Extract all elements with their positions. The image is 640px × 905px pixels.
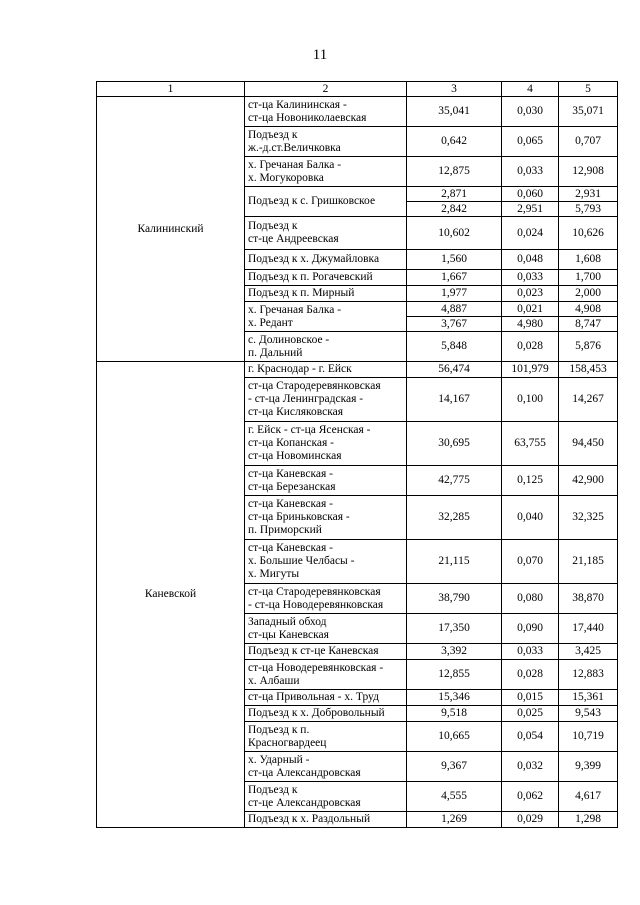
roads-table	[96, 81, 618, 828]
value-cell-part: 2,871	[407, 187, 501, 202]
column-header: 4	[502, 82, 559, 97]
table-row	[97, 97, 618, 127]
value-cell: 0,015	[502, 690, 559, 706]
road-name: ст-ца Каневская - ст-ца Бриньковская - п. Приморский	[245, 496, 407, 540]
value-cell-part: 2,842	[441, 203, 467, 215]
value-cell: 4,555	[407, 782, 502, 812]
value-cell: 94,450	[559, 422, 618, 466]
value-cell: 4,617	[559, 782, 618, 812]
value-cell: 1,560	[407, 250, 502, 270]
road-name: Подъезд к п. Мирный	[245, 286, 407, 302]
value-cell: 0,707	[559, 127, 618, 157]
value-cell-part: 3,767	[441, 318, 467, 330]
value-cell: 10,719	[559, 722, 618, 752]
value-cell: 9,543	[559, 706, 618, 722]
table-header-row	[97, 82, 618, 97]
value-cell: 2,000	[559, 286, 618, 302]
road-name: Подъезд к ст-це Андреевская	[245, 217, 407, 250]
value-cell: 0,054	[502, 722, 559, 752]
table-row	[97, 362, 618, 378]
value-cell: 42,900	[559, 466, 618, 496]
road-name: ст-ца Калининская - ст-ца Новониколаевская	[245, 97, 407, 127]
value-cell: 5,876	[559, 332, 618, 362]
value-cell: 56,474	[407, 362, 502, 378]
value-cell-part: 2,951	[517, 203, 543, 215]
value-cell: 35,071	[559, 97, 618, 127]
district-name: Каневской	[97, 362, 245, 828]
value-cell: 30,695	[407, 422, 502, 466]
value-cell-split	[559, 302, 618, 332]
value-cell-split	[407, 187, 502, 217]
road-name: ст-ца Новодеревянковская - х. Албаши	[245, 660, 407, 690]
value-cell: 0,025	[502, 706, 559, 722]
value-cell: 9,367	[407, 752, 502, 782]
column-header: 5	[559, 82, 618, 97]
value-cell: 10,602	[407, 217, 502, 250]
value-cell: 0,032	[502, 752, 559, 782]
road-name: Подъезд к х. Добровольный	[245, 706, 407, 722]
value-cell: 38,790	[407, 584, 502, 614]
value-cell: 3,425	[559, 644, 618, 660]
value-cell: 101,979	[502, 362, 559, 378]
value-cell: 0,028	[502, 332, 559, 362]
value-cell: 15,361	[559, 690, 618, 706]
road-name: Подъезд к п. Красногвардеец	[245, 722, 407, 752]
value-cell-part: 4,887	[407, 302, 501, 317]
road-name: Подъезд к с. Гришковское	[245, 187, 407, 217]
road-name: ст-ца Каневская - х. Большие Челбасы - х. Мигуты	[245, 540, 407, 584]
value-cell: 1,667	[407, 270, 502, 286]
value-cell: 0,033	[502, 644, 559, 660]
value-cell: 0,033	[502, 157, 559, 187]
value-cell: 10,665	[407, 722, 502, 752]
value-cell: 15,346	[407, 690, 502, 706]
value-cell: 1,608	[559, 250, 618, 270]
value-cell: 158,453	[559, 362, 618, 378]
value-cell: 0,100	[502, 378, 559, 422]
value-cell: 0,028	[502, 660, 559, 690]
value-cell: 0,062	[502, 782, 559, 812]
road-name: х. Ударный - ст-ца Александровская	[245, 752, 407, 782]
value-cell: 42,775	[407, 466, 502, 496]
road-name: Подъезд к х. Джумайловка	[245, 250, 407, 270]
road-name: х. Гречаная Балка - х. Редант	[245, 302, 407, 332]
value-cell: 14,167	[407, 378, 502, 422]
value-cell: 12,908	[559, 157, 618, 187]
road-name: Подъезд к п. Рогачевский	[245, 270, 407, 286]
column-header: 1	[97, 82, 245, 97]
road-name: Подъезд к ж.-д.ст.Величковка	[245, 127, 407, 157]
value-cell: 0,070	[502, 540, 559, 584]
value-cell: 0,080	[502, 584, 559, 614]
value-cell: 21,185	[559, 540, 618, 584]
road-name: Западный обход ст-цы Каневская	[245, 614, 407, 644]
road-name: с. Долиновское - п. Дальний	[245, 332, 407, 362]
value-cell: 0,023	[502, 286, 559, 302]
column-header: 2	[245, 82, 407, 97]
road-name: ст-ца Привольная - х. Труд	[245, 690, 407, 706]
value-cell: 0,048	[502, 250, 559, 270]
value-cell: 12,883	[559, 660, 618, 690]
value-cell-part: 8,747	[575, 318, 601, 330]
value-cell: 32,325	[559, 496, 618, 540]
value-cell: 21,115	[407, 540, 502, 584]
value-cell: 12,875	[407, 157, 502, 187]
value-cell: 32,285	[407, 496, 502, 540]
road-name: Подъезд к х. Раздольный	[245, 812, 407, 828]
value-cell-part: 5,793	[575, 203, 601, 215]
value-cell-split	[502, 187, 559, 217]
value-cell-part: 0,021	[502, 302, 558, 317]
value-cell: 1,977	[407, 286, 502, 302]
value-cell-part: 2,931	[559, 187, 617, 202]
value-cell: 9,518	[407, 706, 502, 722]
value-cell: 1,269	[407, 812, 502, 828]
value-cell-split	[407, 302, 502, 332]
value-cell-part: 4,980	[517, 318, 543, 330]
page-number: 11	[312, 47, 328, 63]
value-cell: 9,399	[559, 752, 618, 782]
value-cell: 0,040	[502, 496, 559, 540]
value-cell: 63,755	[502, 422, 559, 466]
value-cell: 14,267	[559, 378, 618, 422]
road-name: Подъезд к ст-це Александровская	[245, 782, 407, 812]
road-name: г. Краснодар - г. Ейск	[245, 362, 407, 378]
value-cell: 5,848	[407, 332, 502, 362]
value-cell: 0,090	[502, 614, 559, 644]
road-name: ст-ца Каневская - ст-ца Березанская	[245, 466, 407, 496]
value-cell: 0,642	[407, 127, 502, 157]
value-cell: 0,065	[502, 127, 559, 157]
road-name: Подъезд к ст-це Каневская	[245, 644, 407, 660]
value-cell: 3,392	[407, 644, 502, 660]
value-cell: 0,024	[502, 217, 559, 250]
value-cell: 0,029	[502, 812, 559, 828]
value-cell: 10,626	[559, 217, 618, 250]
road-name: ст-ца Стародеревянковская - ст-ца Новодеревянковская	[245, 584, 407, 614]
value-cell: 0,125	[502, 466, 559, 496]
value-cell: 17,350	[407, 614, 502, 644]
value-cell-split	[502, 302, 559, 332]
value-cell: 0,033	[502, 270, 559, 286]
value-cell: 38,870	[559, 584, 618, 614]
district-name: Калининский	[97, 97, 245, 362]
column-header: 3	[407, 82, 502, 97]
value-cell: 35,041	[407, 97, 502, 127]
value-cell-part: 0,060	[502, 187, 558, 202]
value-cell: 1,700	[559, 270, 618, 286]
value-cell: 12,855	[407, 660, 502, 690]
value-cell: 17,440	[559, 614, 618, 644]
value-cell-split	[559, 187, 618, 217]
road-name: х. Гречаная Балка - х. Могукоровка	[245, 157, 407, 187]
road-name: г. Ейск - ст-ца Ясенская - ст-ца Копанская - ст-ца Новоминская	[245, 422, 407, 466]
value-cell: 1,298	[559, 812, 618, 828]
road-name: ст-ца Стародеревянковская - ст-ца Ленинградская - ст-ца Кисляковская	[245, 378, 407, 422]
value-cell-part: 4,908	[559, 302, 617, 317]
value-cell: 0,030	[502, 97, 559, 127]
